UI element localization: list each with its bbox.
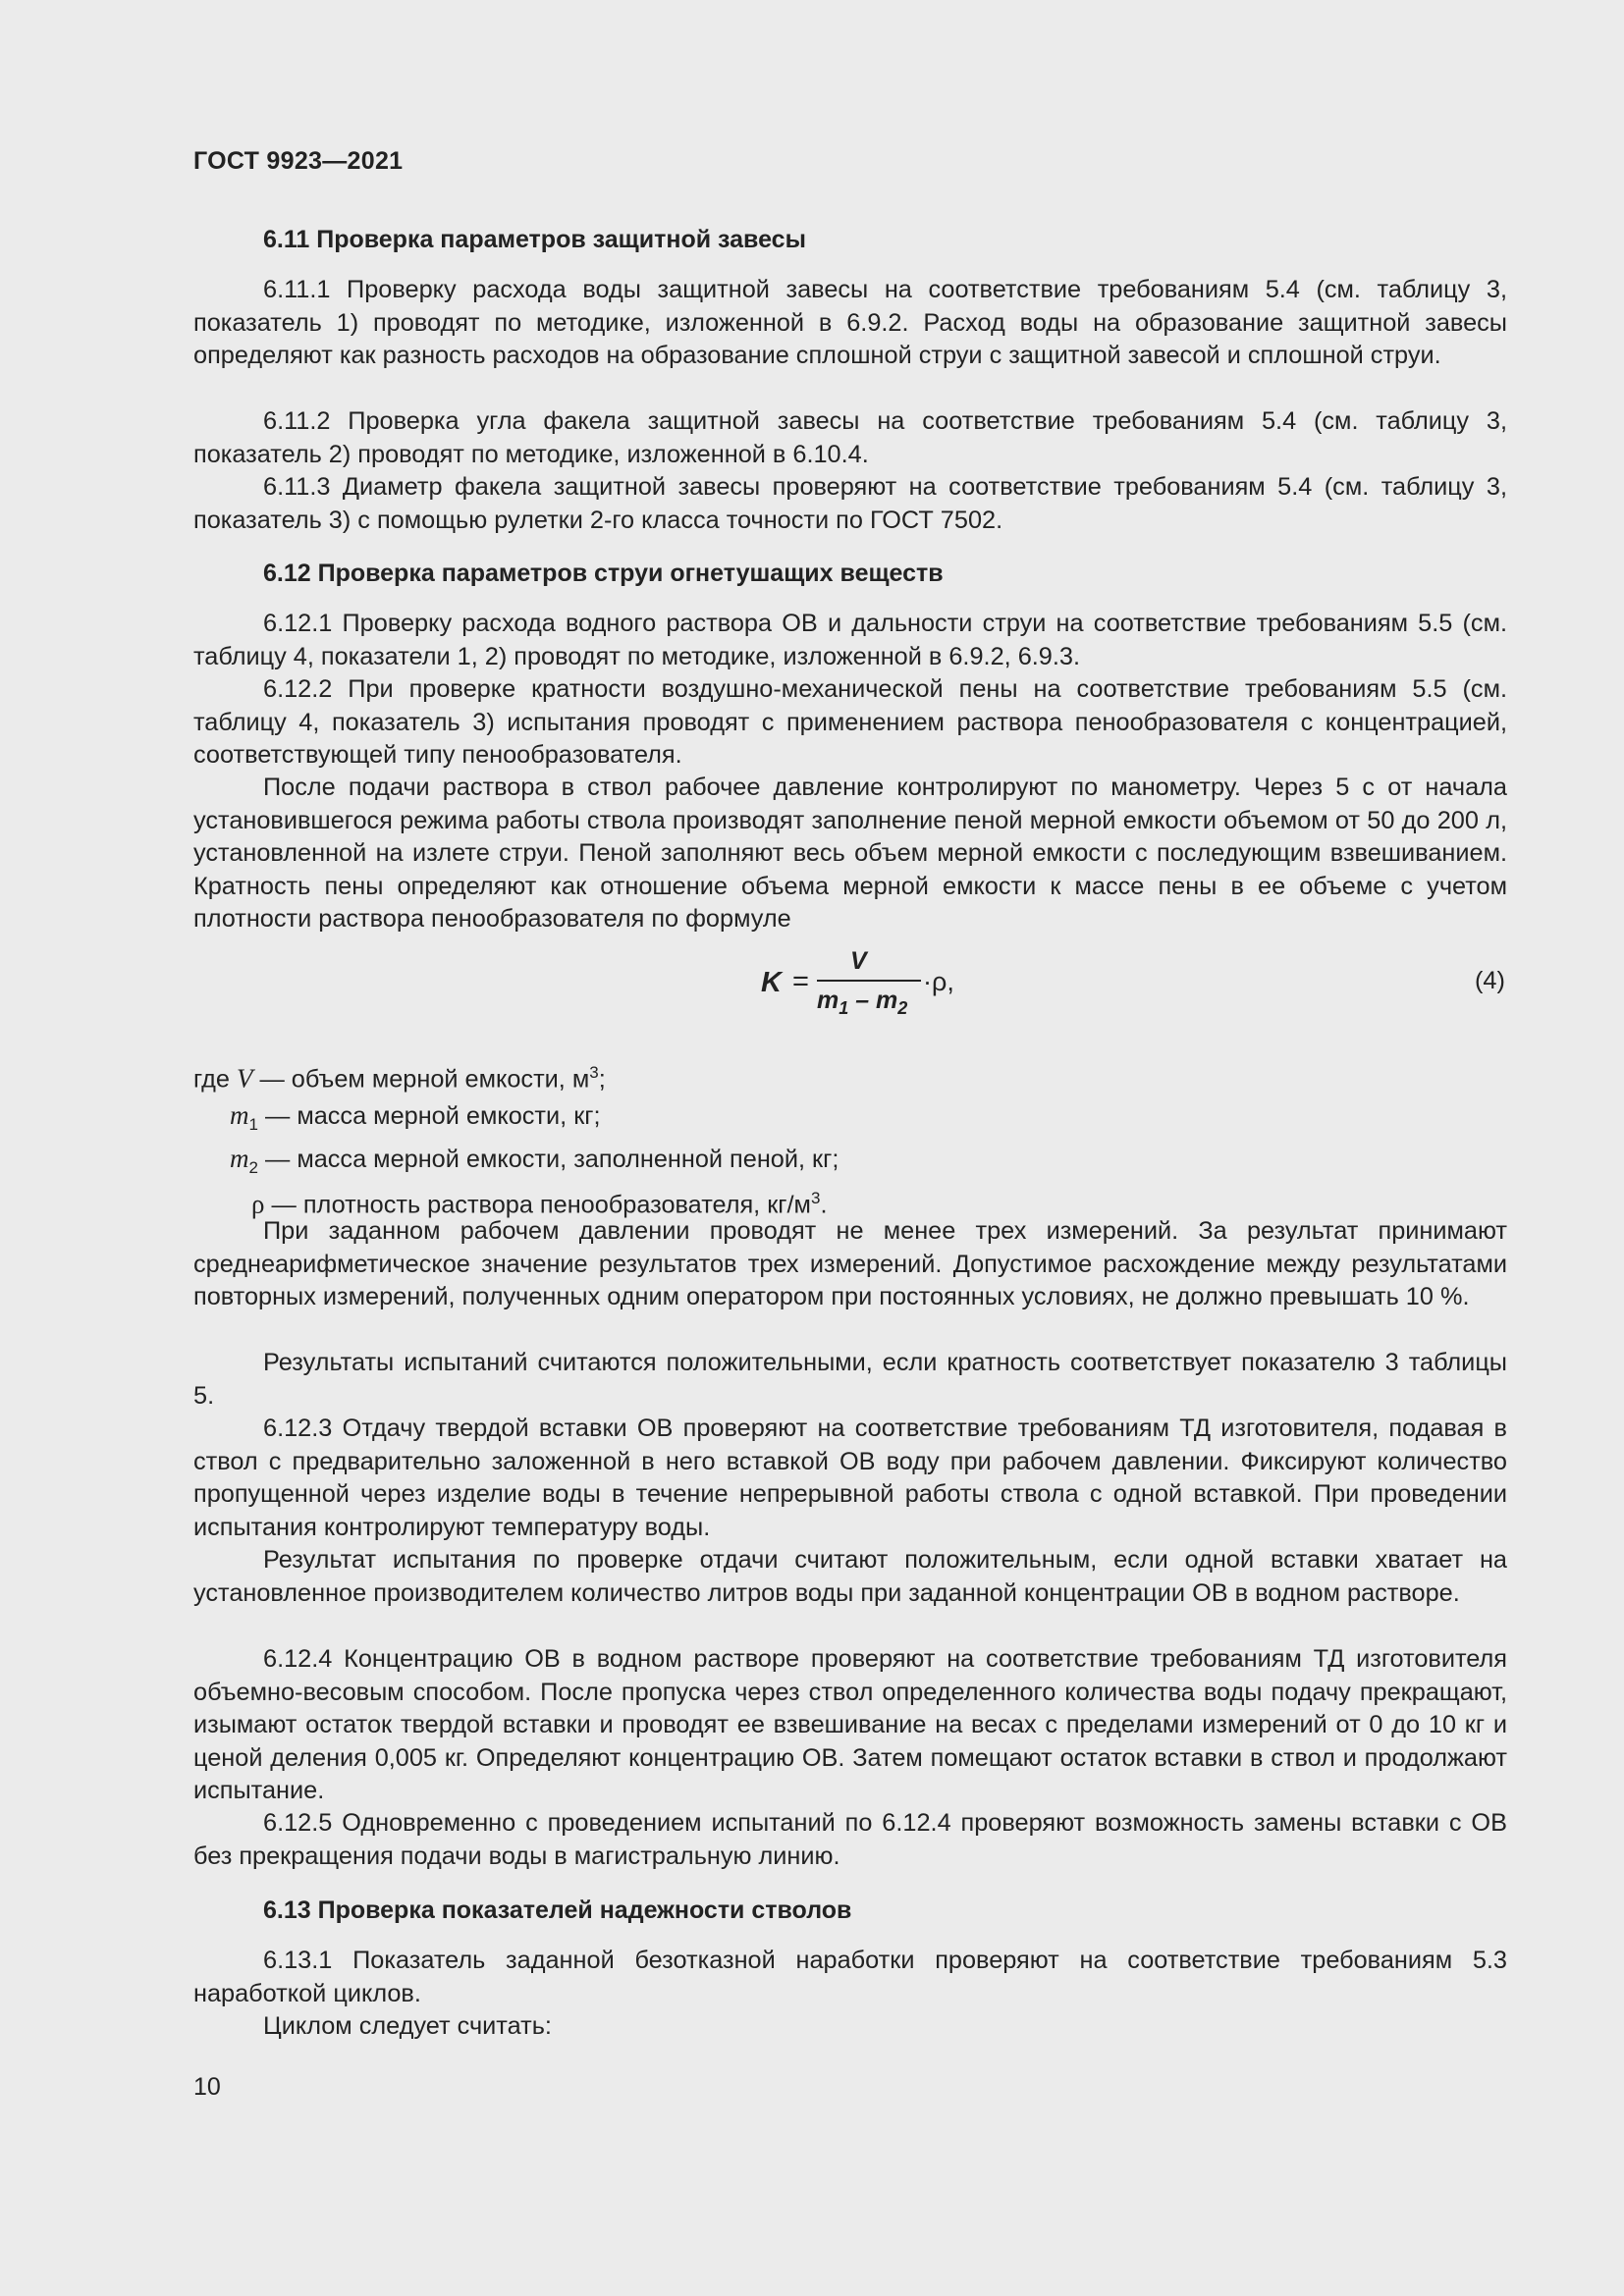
section-heading-6-13: 6.13 Проверка показателей надежности стволов [263, 1896, 852, 1924]
paragraph-6-12-3: 6.12.3 Отдачу твердой вставки ОВ проверяют на соответствие требованиям ТД изготовителя, подавая в ствол с предварительно заложенной в него вставкой ОВ воду при рабочем давлении. Фиксируют количество пропущенной через изделие воды в течение непрерывной работы ствола с одной вставкой. При проведении испытания контролируют температуру воды. [193, 1415, 1507, 1541]
page-number: 10 [193, 2073, 221, 2101]
formula-equals: = [792, 966, 809, 997]
formula-denominator: $m_1 - m_2$ [817, 987, 908, 1018]
section-heading-6-12: 6.12 Проверка параметров струи огнетушащих веществ [263, 560, 944, 587]
paragraph-6-13-1: 6.13.1 Показатель заданной безотказной наработки проверяют на соответствие требованиям 5.3 наработкой циклов. [193, 1947, 1507, 2007]
paragraph-6-11-1: 6.11.1 Проверку расхода воды защитной завесы на соответствие требованиям 5.4 (см. таблицу 3, показатель 1) проводят по методике, изложенной в 6.9.2. Расход воды на образование защитной завесы определяют как разность расходов на образование сплошной струи с защитной завесой и сплошной струи. [193, 276, 1507, 369]
paragraph-6-12-2: 6.12.2 При проверке кратности воздушно-механической пены на соответствие требованиям 5.5 (см. таблицу 4, показатель 3) испытания проводят с применением раствора пенообразователя с концентрацией, соответствующей типу пенообразователя. [193, 675, 1507, 769]
paragraph-6-12-4: 6.12.4 Концентрацию ОВ в водном растворе проверяют на соответствие требованиям ТД изготовителя объемно-весовым способом. После пропуска через ствол определенного количества воды подачу прекращают, изымают остаток твердой вставки и проводят ее взвешивание на весах с пределами измерений от 0 до 10 кг и ценой деления 0,005 кг. Определяют концентрацию ОВ. Затем помещают остаток вставки в ствол и продолжают испытание. [193, 1645, 1507, 1804]
formula-numerator: V [850, 947, 867, 975]
definition-rho: ρ — плотность раствора пенообразователя, $кг/м^3$. [251, 1189, 828, 1219]
paragraph-6-12-5: 6.12.5 Одновременно с проведением испытаний по 6.12.4 проверяют возможность замены вставки с ОВ без прекращения подачи воды в магистральную линию. [193, 1809, 1507, 1870]
definition-m1: $m_1$ — масса мерной емкости, кг; [230, 1100, 601, 1135]
paragraph-cycle-definition: Циклом следует считать: [263, 2012, 552, 2040]
paragraph-results-positive: Результаты испытаний считаются положительными, если кратность соответствует показателю 3 таблицы 5. [193, 1349, 1507, 1410]
paragraph-6-12-1: 6.12.1 Проверку расхода водного раствора ОВ и дальности струи на соответствие требованиям 5.5 (см. таблицу 4, показатели 1, 2) проводят по методике, изложенной в 6.9.2, 6.9.3. [193, 610, 1507, 670]
document-header: ГОСТ 9923—2021 [193, 147, 404, 175]
paragraph-output-result: Результат испытания по проверке отдачи считают положительным, если одной вставки хватает на установленное производителем количество литров воды при заданной концентрации ОВ в водном растворе. [193, 1546, 1507, 1607]
formula-foam-expansion [756, 947, 952, 1026]
paragraph-foam-procedure: После подачи раствора в ствол рабочее давление контролируют по манометру. Через 5 с от начала установившегося режима работы ствола производят заполнение пеной мерной емкости объемом от 50 до 200 л, установленной на излете струи. Пеной заполняют весь объем мерной емкости с последующим взвешиванием. Кратность пены определяют как отношение объема мерной емкости к массе пены в ее объеме с учетом плотности раствора пенообразователя по формуле [193, 774, 1507, 933]
definition-v: где V — объем мерной емкости, $м^3$; [193, 1063, 606, 1094]
paragraph-6-11-3: 6.11.3 Диаметр факела защитной завесы проверяют на соответствие требованиям 5.4 (см. таблицу 3, показатель 3) с помощью рулетки 2-го класса точности по ГОСТ 7502. [193, 473, 1507, 534]
paragraph-measurements: При заданном рабочем давлении проводят не менее трех измерений. За результат принимают среднеарифметическое значение результатов трех измерений. Допустимое расхождение между результатами повторных измерений, полученных одним оператором при постоянных условиях, не должно превышать 10 %. [193, 1217, 1507, 1310]
definition-m2: $m_2$ — масса мерной емкости, заполненной пеной, кг; [230, 1144, 839, 1178]
formula-density-factor: ·ρ, [923, 967, 954, 996]
section-heading-6-11: 6.11 Проверка параметров защитной завесы [263, 226, 806, 253]
paragraph-6-11-2: 6.11.2 Проверка угла факела защитной завесы на соответствие требованиям 5.4 (см. таблицу 3, показатель 2) проводят по методике, изложенной в 6.10.4. [193, 407, 1507, 468]
formula-lhs: K [761, 967, 782, 998]
equation-number: (4) [1475, 967, 1505, 994]
formula-fraction-bar [817, 980, 921, 982]
